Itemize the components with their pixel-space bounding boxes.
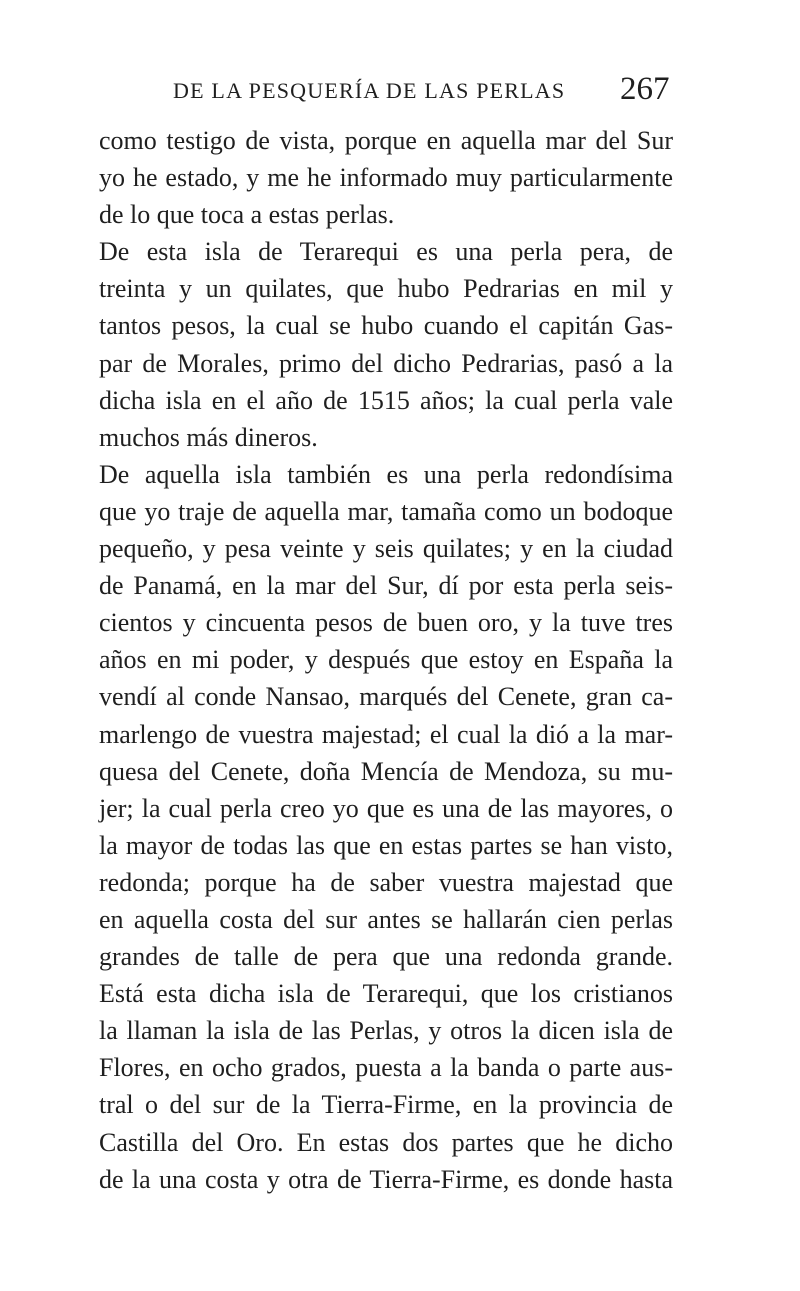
text-line: de Panamá, en la mar del Sur, dí por esta perla seis- xyxy=(99,571,673,601)
page-number: 267 xyxy=(620,71,670,107)
text-line: grandes de talle de pera que una redonda grande. xyxy=(99,942,673,972)
text-line: vendí al conde Nansao, marqués del Cenete, gran ca- xyxy=(99,682,673,712)
text-line: cientos y cincuenta pesos de buen oro, y la tuve tres xyxy=(99,608,673,638)
text-line: yo he estado, y me he informado muy particularmente xyxy=(99,163,673,193)
text-line: la llaman la isla de las Perlas, y otros la dicen isla de xyxy=(99,1016,673,1046)
text-line: de la una costa y otra de Tierra-Firme, es donde hasta xyxy=(99,1164,673,1194)
text-line: Está esta dicha isla de Terarequi, que los cristianos xyxy=(99,979,673,1009)
text-line: par de Morales, primo del dicho Pedrarias, pasó a la xyxy=(99,348,673,378)
text-line: marlengo de vuestra majestad; el cual la dió a la mar- xyxy=(99,719,673,749)
text-line: De aquella isla también es una perla redondísima xyxy=(99,459,673,489)
text-line: redonda; porque ha de saber vuestra majestad que xyxy=(99,867,673,897)
text-line: la mayor de todas las que en estas partes se han visto, xyxy=(99,830,673,860)
text-line: en aquella costa del sur antes se hallarán cien perlas xyxy=(99,904,673,934)
text-line: tantos pesos, la cual se hubo cuando el capitán Gas- xyxy=(99,311,673,341)
text-line: que yo traje de aquella mar, tamaña como un bodoque xyxy=(99,496,673,526)
running-title: DE LA PESQUERÍA DE LAS PERLAS xyxy=(173,78,566,103)
text-line: tral o del sur de la Tierra-Firme, en la provincia de xyxy=(99,1090,673,1120)
text-line: como testigo de vista, porque en aquella mar del Sur xyxy=(99,126,673,155)
text-line: Flores, en ocho grados, puesta a la banda o parte aus- xyxy=(99,1053,673,1083)
text-line: quesa del Cenete, doña Mencía de Mendoza, su mu- xyxy=(99,756,673,786)
text-line: pequeño, y pesa veinte y seis quilates; y en la ciudad xyxy=(99,534,673,564)
text-line: jer; la cual perla creo yo que es una de las mayores, o xyxy=(99,793,673,823)
text-line: dicha isla en el año de 1515 años; la cual perla vale xyxy=(99,385,673,415)
text-line: muchos más dineros. xyxy=(99,422,318,452)
text-line: treinta y un quilates, que hubo Pedrarias en mil y xyxy=(99,274,673,304)
text-line: años en mi poder, y después que estoy en España la xyxy=(99,645,673,675)
text-line: de lo que toca a estas perlas. xyxy=(99,200,395,230)
text-line: De esta isla de Terarequi es una perla pera, de xyxy=(99,237,673,267)
body-text xyxy=(99,122,673,1198)
text-line: Castilla del Oro. En estas dos partes que he dicho xyxy=(99,1127,673,1157)
